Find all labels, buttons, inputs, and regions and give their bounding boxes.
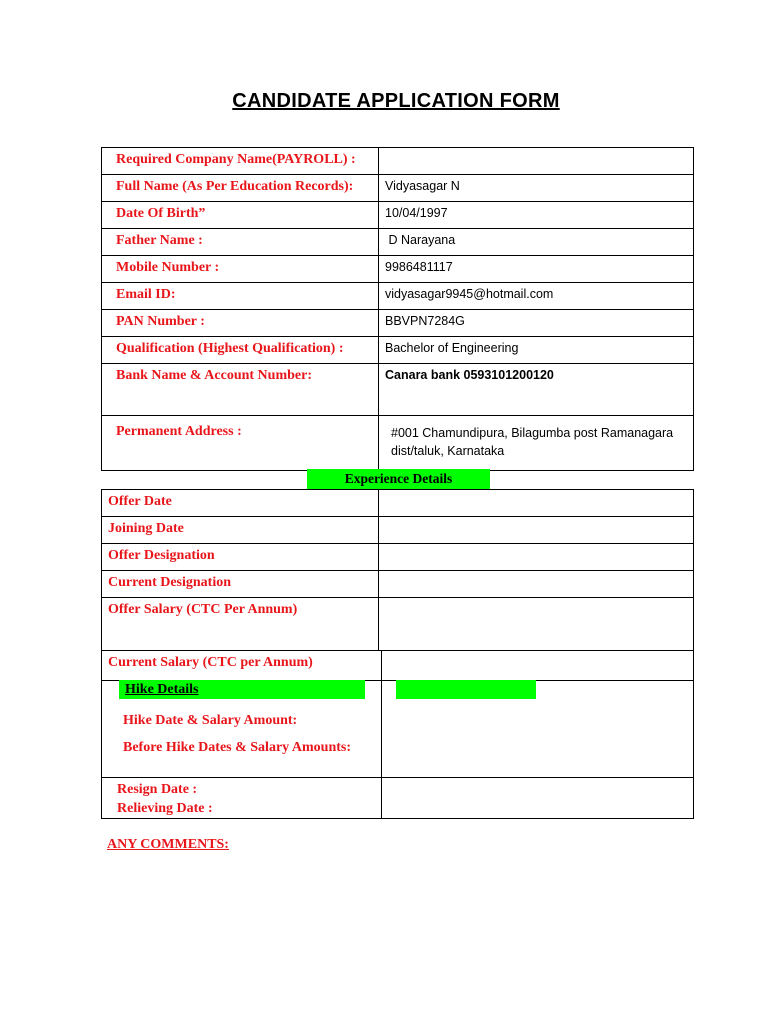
permanent-address-value[interactable] [379, 416, 693, 460]
table-row [102, 310, 694, 337]
joining-date-label: Joining Date [108, 521, 184, 536]
hike-details-heading: Hike Details [119, 680, 365, 699]
table-row [102, 148, 694, 175]
table-row [102, 175, 694, 202]
email-label: Email ID: [116, 287, 176, 302]
personal-details-table [101, 147, 694, 471]
bank-account-value[interactable]: Canara bank 0593101200120 [385, 368, 554, 382]
joining-date-value[interactable] [379, 517, 694, 544]
form-title: CANDIDATE APPLICATION FORM [232, 90, 560, 112]
relieving-date-label: Relieving Date : [117, 801, 213, 816]
table-row [102, 256, 694, 283]
current-salary-value[interactable] [382, 651, 694, 681]
table-row [102, 337, 694, 364]
permanent-address-label: Permanent Address : [116, 424, 242, 439]
table-row [102, 544, 694, 571]
mobile-number-value[interactable]: 9986481117 [385, 260, 453, 274]
table-row [102, 490, 694, 517]
dob-label: Date Of Birth” [116, 206, 206, 221]
full-name-label: Full Name (As Per Education Records): [116, 179, 354, 194]
resign-date-label: Resign Date : [117, 782, 198, 797]
qualification-label: Qualification (Highest Qualification) : [116, 341, 344, 356]
offer-date-label: Offer Date [108, 494, 172, 509]
pan-number-label: PAN Number : [116, 314, 205, 329]
current-designation-value[interactable] [379, 571, 694, 598]
qualification-value[interactable]: Bachelor of Engineering [385, 341, 519, 355]
company-name-label: Required Company Name(PAYROLL) : [116, 152, 356, 167]
offer-designation-value[interactable] [379, 544, 694, 571]
offer-date-value[interactable] [379, 490, 694, 517]
hike-date-label: Hike Date & Salary Amount: [123, 713, 298, 728]
salary-table [101, 650, 694, 819]
offer-salary-label: Offer Salary (CTC Per Annum) [108, 602, 298, 617]
table-row [102, 598, 694, 651]
current-salary-label: Current Salary (CTC per Annum) [108, 655, 313, 670]
pan-number-value[interactable]: BBVPN7284G [385, 314, 465, 328]
bank-account-label: Bank Name & Account Number: [116, 368, 312, 383]
email-value[interactable]: vidyasagar9945@hotmail.com [385, 287, 554, 301]
table-row [102, 571, 694, 598]
table-row [102, 364, 694, 416]
mobile-number-label: Mobile Number : [116, 260, 220, 275]
any-comments-label: ANY COMMENTS: [107, 837, 229, 852]
experience-details-heading: Experience Details [307, 469, 490, 489]
table-row [102, 416, 694, 471]
hike-highlight-band [396, 680, 536, 699]
offer-salary-value[interactable] [379, 598, 694, 651]
experience-table [101, 489, 694, 651]
table-row [102, 229, 694, 256]
table-row [102, 651, 694, 681]
full-name-value[interactable]: Vidyasagar N [385, 179, 460, 193]
company-name-value[interactable] [379, 148, 693, 152]
current-designation-label: Current Designation [108, 575, 232, 590]
table-row [102, 202, 694, 229]
address-line-2: dist/taluk, Karnataka [391, 444, 505, 458]
dob-value[interactable]: 10/04/1997 [385, 206, 448, 220]
table-row [102, 778, 694, 819]
resign-relieving-value[interactable] [382, 778, 694, 819]
father-name-label: Father Name : [116, 233, 203, 248]
table-row [102, 283, 694, 310]
resign-relieving-labels [102, 778, 381, 818]
address-line-1: #001 Chamundipura, Bilagumba post Ramanagara [391, 426, 674, 440]
table-row [102, 517, 694, 544]
before-hike-label: Before Hike Dates & Salary Amounts: [123, 740, 351, 755]
offer-designation-label: Offer Designation [108, 548, 215, 563]
father-name-value[interactable]: D Narayana [385, 233, 456, 247]
